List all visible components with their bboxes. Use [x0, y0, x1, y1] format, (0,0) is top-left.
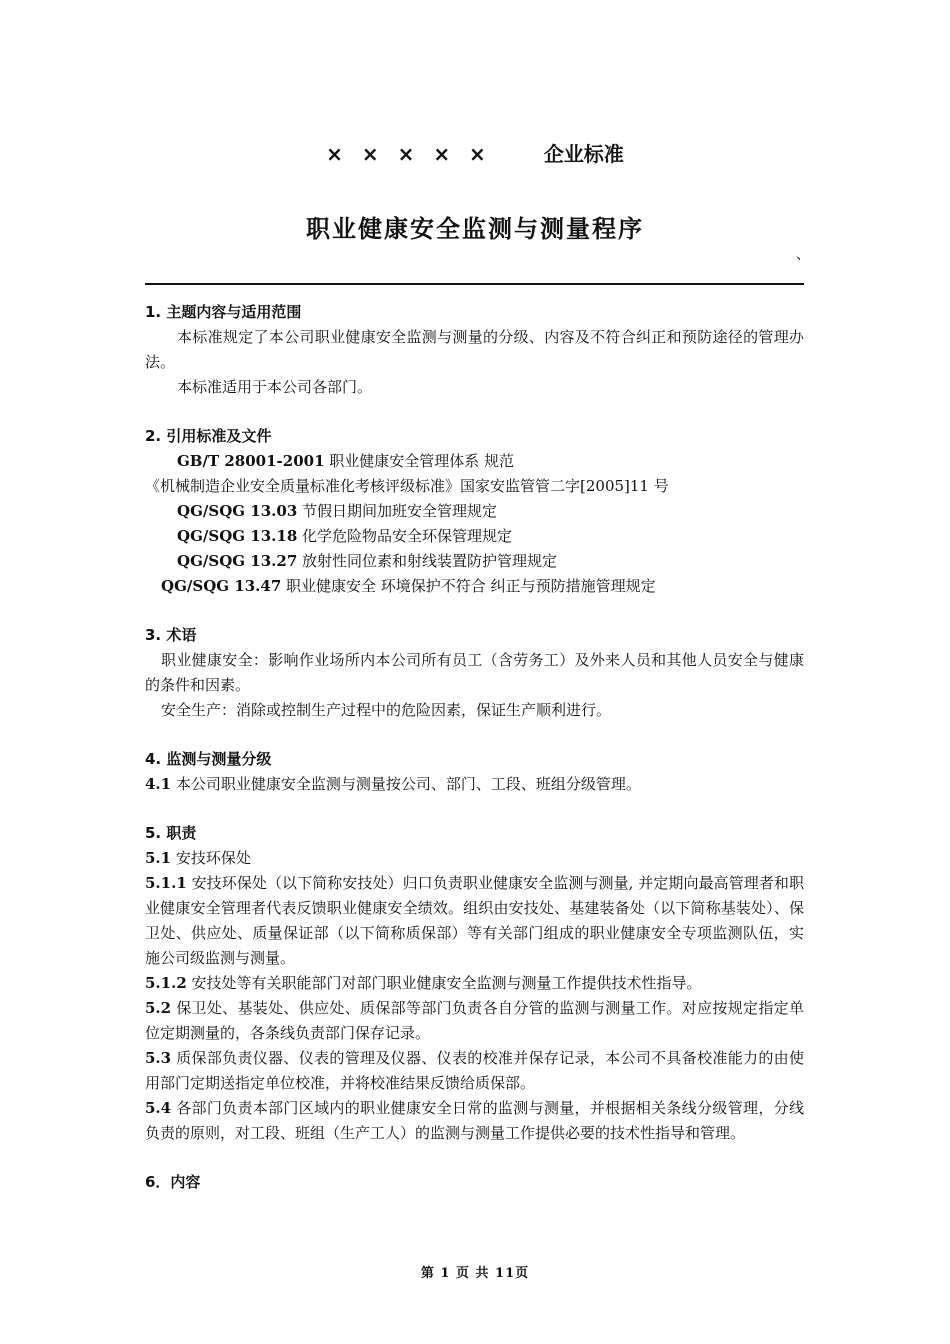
reference-item: [145, 549, 804, 574]
clause-text: 安技环保处: [171, 849, 251, 867]
tick-mark: 、: [796, 247, 810, 263]
clause-5-4: [145, 1096, 804, 1146]
clause-5-1-2: [145, 971, 804, 996]
clause-text: 本公司职业健康安全监测与测量按公司、部门、工段、班组分级管理。: [171, 775, 641, 793]
reference-item: [145, 574, 804, 599]
section-5-heading: 5. 职责: [145, 824, 197, 842]
clause-text: 各部门负责本部门区域内的职业健康安全日常的监测与测量，并根据相关条线分级管理，分线负责的原则，对工段、班组（生产工人）的监测与测量工作提供必要的技术性指导和管理。: [145, 1099, 804, 1142]
term-definition-2: 安全生产：消除或控制生产过程中的危险因素，保证生产顺利进行。: [161, 701, 612, 719]
clause-number: 5.2: [145, 999, 172, 1017]
section-6-heading: 6．内容: [145, 1173, 201, 1191]
clause-5-1: [145, 846, 804, 871]
spacer: [145, 797, 804, 821]
reference-code: QG/SQG 13.03: [177, 502, 298, 520]
clause-text: 安技环保处（以下简称安技处）归口负责职业健康安全监测与测量, 并定期向最高管理者和职业健康安全管理者代表反馈职业健康安全绩效。组织由安技处、基建装备处（以下简称基装处）、保卫处、供应处、质量保证部（以下简称质保部）等有关部门组成的职业健康安全专项监测队伍，实施公司级监测与测量。: [145, 874, 804, 967]
section-2-heading: 2. 引用标准及文件: [145, 427, 272, 445]
clause-text: 保卫处、基装处、供应处、质保部等部门负责各自分管的监测与测量工作。对应按规定指定单位定期测量的，各条线负责部门保存记录。: [145, 999, 804, 1042]
reference-title: 化学危险物品安全环保管理规定: [297, 527, 513, 545]
section-3-heading: 3. 术语: [145, 626, 197, 644]
reference-title: 放射性同位素和射线装置防护管理规定: [297, 552, 558, 570]
clause-number: 5.1: [145, 849, 172, 867]
clause-5-1-1: [145, 871, 804, 971]
reference-item: [145, 524, 804, 549]
spacer: [145, 1146, 804, 1170]
clause-text: 安技处等有关职能部门对部门职业健康安全监测与测量工作提供技术性指导。: [186, 974, 702, 992]
reference-code: QG/SQG 13.27: [177, 552, 298, 570]
title-divider: [145, 283, 804, 285]
page-number: 第 1 页 共 11页: [420, 1266, 530, 1281]
clause-number: 5.1.2: [145, 974, 187, 992]
clause-number: 5.1.1: [145, 874, 187, 892]
reference-title: 节假日期间加班安全管理规定: [297, 502, 498, 520]
reference-item: [145, 474, 804, 499]
reference-title: 职业健康安全 环境保护不符合 纠正与预防措施管理规定: [281, 577, 656, 595]
reference-title: 《机械制造企业安全质量标准化考核评级标准》国家安监管管二字[2005]11 号: [145, 477, 669, 495]
term-definition-1: 职业健康安全：影响作业场所内本公司所有员工（含劳务工）及外来人员和其他人员安全与健康的条件和因素。: [145, 651, 804, 694]
document-title: 职业健康安全监测与测量程序: [306, 215, 644, 243]
reference-item: [145, 449, 804, 474]
header-label: 企业标准: [543, 142, 624, 166]
spacer: [145, 400, 804, 424]
document-body: [145, 300, 804, 1195]
clause-text: 质保部负责仪器、仪表的管理及仪器、仪表的校准并保存记录，本公司不具备校准能力的由使用部门定期送指定单位校准，并将校准结果反馈给质保部。: [145, 1049, 804, 1092]
standard-header: [0, 138, 950, 167]
spacer: [145, 599, 804, 623]
clause-4-1: [145, 772, 804, 797]
reference-code: GB/T 28001-2001: [177, 452, 325, 470]
reference-code: QG/SQG 13.47: [161, 577, 282, 595]
reference-title: 职业健康安全管理体系 规范: [324, 452, 515, 470]
section-1-paragraph-1: 本标准规定了本公司职业健康安全监测与测量的分级、内容及不符合纠正和预防途径的管理办法。: [145, 328, 804, 371]
header-marks: × × × × ×: [326, 142, 492, 166]
clause-number: 5.3: [145, 1049, 172, 1067]
section-1-heading: 1. 主题内容与适用范围: [145, 303, 302, 321]
reference-code: QG/SQG 13.18: [177, 527, 298, 545]
spacer: [145, 723, 804, 747]
clause-5-3: [145, 1046, 804, 1096]
reference-item: [145, 499, 804, 524]
clause-number: 5.4: [145, 1099, 172, 1117]
section-4-heading: 4. 监测与测量分级: [145, 750, 272, 768]
clause-5-2: [145, 996, 804, 1046]
section-1-paragraph-2: 本标准适用于本公司各部门。: [177, 378, 373, 396]
clause-number: 4.1: [145, 775, 172, 793]
